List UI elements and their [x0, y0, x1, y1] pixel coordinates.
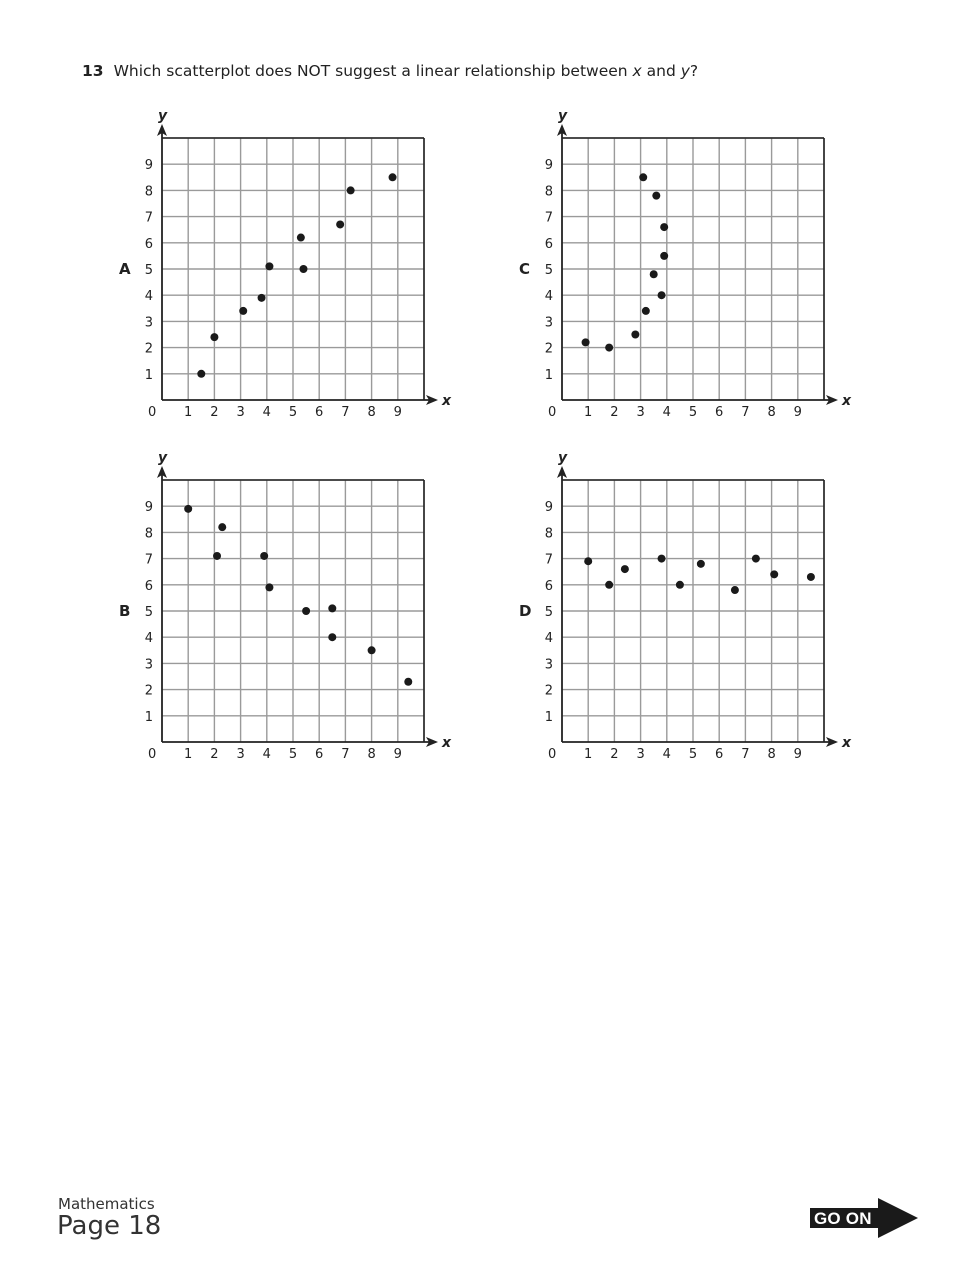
data-point	[621, 565, 629, 573]
x-axis-label: x	[442, 393, 452, 409]
x-tick-label: 4	[262, 405, 271, 420]
y-tick-label: 4	[144, 289, 153, 305]
x-tick-label: 5	[688, 747, 698, 762]
y-tick-label: 1	[144, 367, 153, 383]
y-tick-label: 9	[544, 500, 553, 516]
data-point	[639, 173, 647, 181]
scatterplot-b	[112, 450, 452, 766]
y-tick-label: 5	[144, 263, 153, 278]
y-tick-label: 2	[544, 683, 553, 699]
data-point	[752, 555, 760, 563]
x-tick-label: 7	[741, 405, 750, 420]
question	[82, 62, 698, 80]
y-tick-label: 6	[144, 236, 153, 252]
x-axis-label: x	[842, 393, 852, 409]
x-tick-label: 9	[393, 747, 402, 762]
data-point	[258, 294, 266, 302]
y-tick-label: 8	[144, 184, 153, 200]
scatterplot-svg	[512, 450, 852, 762]
data-point	[582, 338, 590, 346]
data-point	[328, 633, 336, 641]
data-point	[770, 570, 778, 578]
x-tick-label: 9	[393, 405, 402, 420]
x-tick-label: 3	[636, 747, 645, 762]
y-tick-label: 9	[144, 158, 153, 174]
y-tick-label: 7	[544, 552, 553, 568]
x-tick-label: 3	[236, 747, 245, 762]
y-tick-label: 5	[544, 605, 553, 620]
y-tick-label: 4	[544, 631, 553, 647]
data-point	[807, 573, 815, 581]
x-tick-label: 7	[341, 747, 350, 762]
data-point	[299, 265, 307, 273]
option-label: B	[119, 602, 131, 620]
scatterplot-svg	[112, 450, 452, 762]
data-point	[676, 581, 684, 589]
y-tick-label: 8	[544, 526, 553, 542]
data-point	[642, 307, 650, 315]
x-axis-label: x	[442, 735, 452, 751]
x-tick-label: 7	[341, 405, 350, 420]
x-tick-label: 4	[662, 405, 671, 420]
data-point	[658, 291, 666, 299]
x-tick-label: 6	[715, 405, 724, 420]
x-tick-label: 8	[367, 405, 376, 420]
question-text: Which scatterplot does NOT suggest a linear relationship between x and y?	[113, 62, 699, 80]
x-tick-label: 8	[367, 747, 376, 762]
option-label: C	[519, 260, 531, 278]
data-point	[347, 186, 355, 194]
origin-label: 0	[148, 405, 157, 420]
data-point	[658, 555, 666, 563]
x-tick-label: 1	[184, 747, 193, 762]
x-tick-label: 1	[184, 405, 193, 420]
x-tick-label: 2	[210, 747, 219, 762]
data-point	[605, 581, 613, 589]
y-tick-label: 4	[144, 631, 153, 647]
y-tick-label: 2	[144, 683, 153, 699]
x-tick-label: 8	[767, 405, 776, 420]
data-point	[328, 604, 336, 612]
x-tick-label: 4	[662, 747, 671, 762]
y-tick-label: 3	[144, 657, 153, 673]
data-point	[631, 331, 639, 339]
data-point	[297, 234, 305, 242]
x-tick-label: 6	[715, 747, 724, 762]
x-tick-label: 6	[315, 747, 324, 762]
data-point	[731, 586, 739, 594]
data-point	[265, 262, 273, 270]
y-axis-label: y	[158, 108, 168, 124]
x-tick-label: 9	[793, 405, 802, 420]
data-point	[660, 223, 668, 231]
y-tick-label: 8	[544, 184, 553, 200]
option-label: A	[119, 260, 131, 278]
y-tick-label: 9	[144, 500, 153, 516]
question-number: 13	[82, 62, 104, 80]
data-point	[368, 646, 376, 654]
data-point	[584, 557, 592, 565]
x-tick-label: 3	[236, 405, 245, 420]
x-tick-label: 4	[262, 747, 271, 762]
x-tick-label: 7	[741, 747, 750, 762]
y-tick-label: 3	[544, 657, 553, 673]
x-tick-label: 6	[315, 405, 324, 420]
page-number: Page 18	[57, 1211, 162, 1241]
data-point	[389, 173, 397, 181]
footer-subject: Mathematics	[58, 1195, 155, 1213]
y-axis-label: y	[558, 108, 568, 124]
option-label: D	[519, 602, 532, 620]
y-tick-label: 2	[144, 341, 153, 357]
scatterplot-svg	[112, 108, 452, 420]
y-axis-label: y	[158, 450, 168, 466]
x-axis-label: x	[842, 735, 852, 751]
data-point	[605, 344, 613, 352]
x-tick-label: 5	[688, 405, 698, 420]
y-tick-label: 7	[544, 210, 553, 226]
y-tick-label: 1	[144, 709, 153, 725]
data-point	[184, 505, 192, 513]
x-tick-label: 5	[288, 405, 298, 420]
x-tick-label: 5	[288, 747, 298, 762]
y-tick-label: 3	[544, 315, 553, 331]
origin-label: 0	[548, 405, 557, 420]
data-point	[404, 678, 412, 686]
x-tick-label: 2	[610, 747, 619, 762]
y-tick-label: 4	[544, 289, 553, 305]
data-point	[265, 583, 273, 591]
data-point	[650, 270, 658, 278]
x-tick-label: 1	[584, 405, 593, 420]
go-on-arrow	[810, 1198, 920, 1238]
scatterplot-d	[512, 450, 852, 766]
data-point	[302, 607, 310, 615]
x-tick-label: 9	[793, 747, 802, 762]
data-point	[197, 370, 205, 378]
data-point	[652, 192, 660, 200]
x-tick-label: 2	[610, 405, 619, 420]
x-tick-label: 2	[210, 405, 219, 420]
x-tick-label: 1	[584, 747, 593, 762]
y-tick-label: 5	[544, 263, 553, 278]
data-point	[336, 220, 344, 228]
scatterplot-svg	[512, 108, 852, 420]
data-point	[210, 333, 218, 341]
y-tick-label: 9	[544, 158, 553, 174]
y-tick-label: 2	[544, 341, 553, 357]
data-point	[660, 252, 668, 260]
y-tick-label: 6	[544, 236, 553, 252]
x-tick-label: 3	[636, 405, 645, 420]
y-tick-label: 1	[544, 367, 553, 383]
y-tick-label: 3	[144, 315, 153, 331]
origin-label: 0	[548, 747, 557, 762]
data-point	[697, 560, 705, 568]
data-point	[218, 523, 226, 531]
y-tick-label: 1	[544, 709, 553, 725]
y-tick-label: 7	[144, 552, 153, 568]
y-tick-label: 8	[144, 526, 153, 542]
data-point	[213, 552, 221, 560]
scatterplot-a	[112, 108, 452, 424]
scatterplot-c	[512, 108, 852, 424]
y-tick-label: 5	[144, 605, 153, 620]
x-tick-label: 8	[767, 747, 776, 762]
y-tick-label: 6	[544, 578, 553, 594]
origin-label: 0	[148, 747, 157, 762]
go-on-label: GO ON	[814, 1209, 872, 1228]
data-point	[260, 552, 268, 560]
data-point	[239, 307, 247, 315]
y-axis-label: y	[558, 450, 568, 466]
y-tick-label: 7	[144, 210, 153, 226]
y-tick-label: 6	[144, 578, 153, 594]
